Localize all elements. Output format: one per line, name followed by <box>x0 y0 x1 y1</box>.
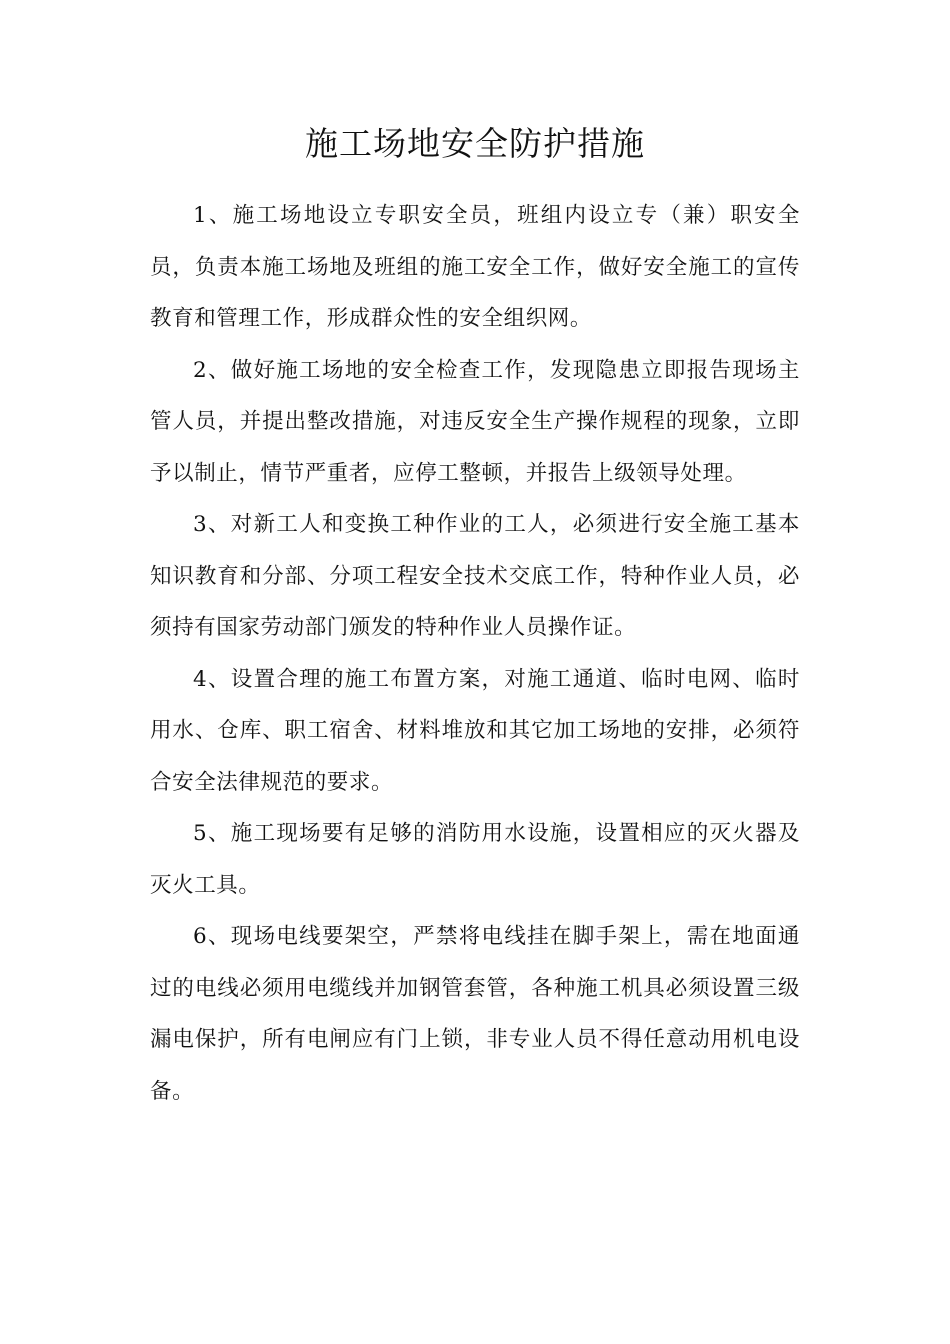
paragraph-6: 6、现场电线要架空，严禁将电线挂在脚手架上，需在地面通过的电线必须用电缆线并加钢管套管，各种施工机具必须设置三级漏电保护，所有电闸应有门上锁，非专业人员不得任意动用机电设备。 <box>150 924 800 1104</box>
paragraph-2: 2、做好施工场地的安全检查工作，发现隐患立即报告现场主管人员，并提出整改措施，对违反安全生产操作规程的现象，立即予以制止，情节严重者，应停工整顿，并报告上级领导处理。 <box>150 357 800 486</box>
document-body <box>150 190 800 1117</box>
paragraph-1: 1、施工场地设立专职安全员，班组内设立专（兼）职安全员，负责本施工场地及班组的施工安全工作，做好安全施工的宣传教育和管理工作，形成群众性的安全组织网。 <box>150 203 800 331</box>
paragraph-4: 4、设置合理的施工布置方案，对施工通道、临时电网、临时用水、仓库、职工宿舍、材料堆放和其它加工场地的安排，必须符合安全法律规范的要求。 <box>150 666 800 795</box>
paragraph-3: 3、对新工人和变换工种作业的工人，必须进行安全施工基本知识教育和分部、分项工程安全技术交底工作，特种作业人员，必须持有国家劳动部门颁发的特种作业人员操作证。 <box>150 512 800 640</box>
paragraph-5: 5、施工现场要有足够的消防用水设施，设置相应的灭火器及灭火工具。 <box>150 821 800 898</box>
document-title: 施工场地安全防护措施 <box>305 124 645 163</box>
